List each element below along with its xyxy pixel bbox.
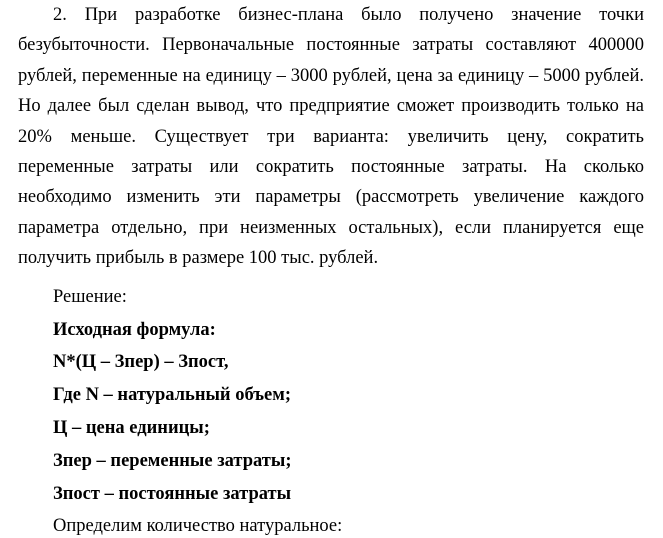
formula: N*(Ц – Зпер) – Зпост, <box>53 352 229 372</box>
solution-heading: Решение: <box>53 287 127 307</box>
problem-statement: 2. При разработке бизнес-плана было получено значение точки безубыточности. Первоначальные постоянные затраты составляют 400000 рублей, переменные на единицу – 3000 рублей, цена за единицу – 5000 рублей. Но далее был сделан вывод, что предприятие сможет производить только на 20% меньше. Существует три варианта: увеличить цену, сократить переменные затраты или сократить постоянные затраты. На сколько необходимо изменить эти параметры (рассмотреть увеличение каждого параметра отдельно, при неизменных остальных), если планируется еще получить прибыль в размере 100 тыс. рублей. <box>18 5 644 269</box>
definition-fixed-costs: Зпост – постоянные затраты <box>53 484 292 504</box>
definition-variable-costs: Зпер – переменные затраты; <box>53 451 292 471</box>
definition-price: Ц – цена единицы; <box>53 418 210 438</box>
next-step-text: Определим количество натуральное: <box>53 516 343 536</box>
formula-title: Исходная формула: <box>53 320 216 340</box>
definition-volume: Где N – натуральный объем; <box>53 385 292 405</box>
